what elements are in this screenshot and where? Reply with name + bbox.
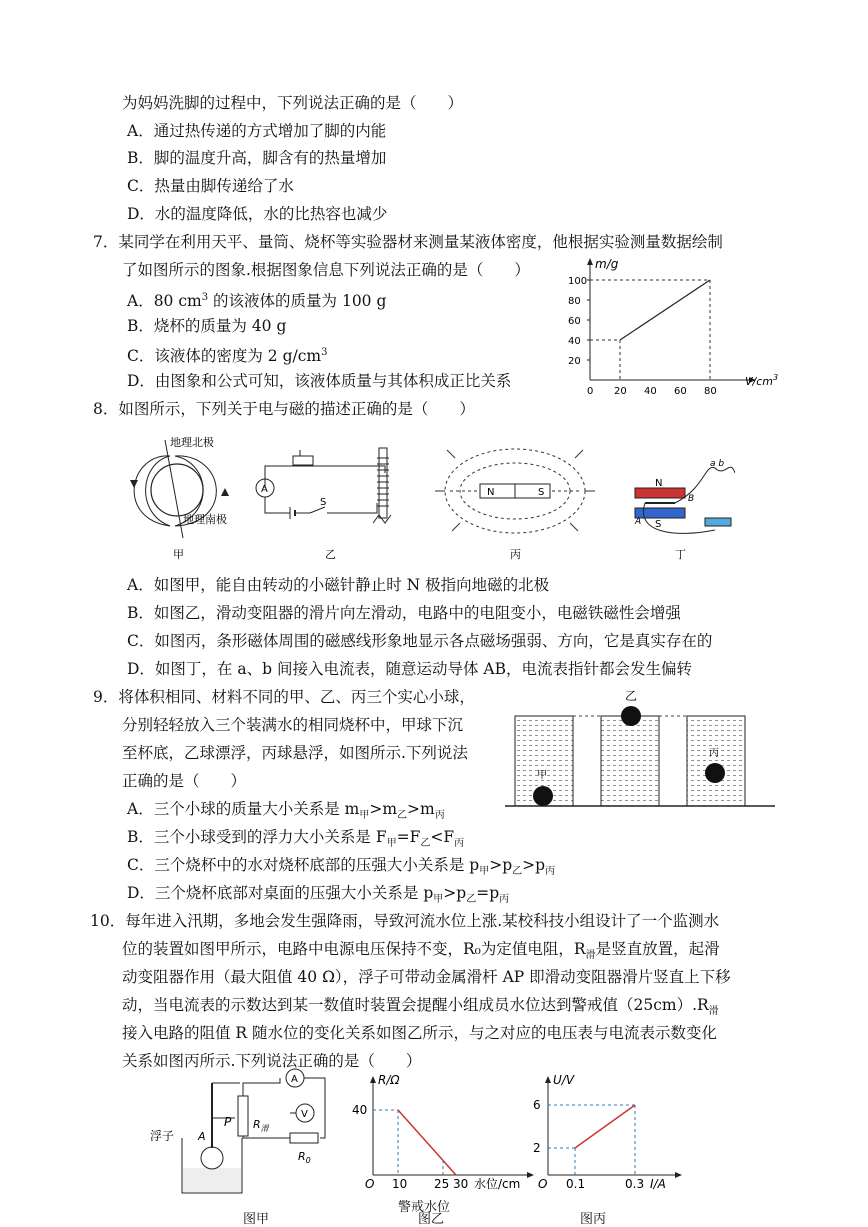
induction-figure — [634, 459, 735, 533]
svg-text:A: A — [291, 1074, 298, 1085]
svg-text:25: 25 — [434, 1177, 450, 1191]
q8-figures — [115, 428, 735, 563]
svg-text:6: 6 — [533, 1098, 541, 1112]
x-tick-label: 80 — [704, 386, 717, 395]
y-tick-label: 20 — [568, 356, 581, 367]
q7-option-d: D．由图象和公式可知，该液体质量与其体积成正比关系 — [127, 372, 512, 390]
u-vs-i-line — [575, 1105, 635, 1148]
q6-stem-tail: 为妈妈洗脚的过程中，下列说法正确的是（ ） — [122, 94, 464, 112]
svg-text:2: 2 — [533, 1141, 541, 1155]
beaker-bing — [687, 716, 745, 806]
ball-yi — [621, 706, 641, 726]
geographic-north-label: 地理北极 — [170, 436, 214, 449]
y-tick-label: 40 — [568, 336, 581, 347]
caption-yi: 乙 — [325, 548, 336, 561]
ball-jia — [533, 786, 553, 806]
q6-option-b: B．脚的温度升高，脚含有的热量增加 — [127, 149, 387, 167]
q9-line4: 正确的是（ ） — [122, 772, 247, 790]
q10-line4: 动，当电流表的示数达到某一数值时装置会提醒小组成员水位达到警戒值$(25cm).R_滑$ — [122, 996, 719, 1018]
svg-text:A: A — [635, 517, 642, 527]
svg-text:N: N — [655, 478, 663, 489]
caption-jia: 甲 — [173, 548, 184, 561]
svg-text:R/Ω: R/Ω — [378, 1073, 400, 1087]
q10-line2: 位的装置如图甲所示，电路中电源电压保持不变，R₀为定值电阻，$R_滑$是竖直放置，起滑 — [122, 940, 720, 962]
q9-option-b: B．三个小球受到的浮力大小关系是 $F_甲=F_乙<F_丙$ — [127, 828, 465, 850]
svg-text:O: O — [538, 1177, 548, 1191]
beaker-jia — [515, 716, 573, 806]
q7-option-c: C．该液体的密度为 2 $g/cm^3$ — [127, 347, 328, 366]
warning-level-note: 警戒水位 — [398, 1200, 451, 1215]
x-tick-label: 60 — [674, 386, 687, 395]
svg-text:乙: 乙 — [625, 689, 638, 703]
svg-text:10: 10 — [392, 1177, 408, 1191]
svg-text:40: 40 — [352, 1103, 368, 1117]
geographic-south-label: 地理南极 — [183, 513, 227, 526]
beaker-yi — [601, 689, 659, 806]
svg-text:0.3: 0.3 — [625, 1177, 645, 1191]
svg-text:0.1: 0.1 — [566, 1177, 586, 1191]
q7-xlabel: $V/cm^3$ — [745, 373, 779, 388]
q7-ylabel: m/g — [595, 257, 619, 271]
r-vs-level-line — [398, 1110, 456, 1175]
svg-text:P: P — [224, 1115, 232, 1129]
svg-text:R滑: $R_滑$ — [253, 1118, 269, 1133]
ball-bing — [705, 763, 725, 783]
svg-text:a b: a b — [710, 459, 725, 469]
x-tick-label: 20 — [614, 386, 627, 395]
svg-text:水位/cm: 水位/cm — [474, 1177, 521, 1191]
electromagnet-circuit-figure — [256, 448, 391, 523]
caption-fig-bing: 图丙 — [580, 1212, 607, 1227]
svg-text:U/V: U/V — [553, 1073, 575, 1087]
q8-stem: 8．如图所示，下列关于电与磁的描述正确的是（ ） — [93, 400, 475, 418]
bar-magnet-field-figure — [435, 449, 595, 533]
q9-line2: 分别轻轻放入三个装满水的相同烧杯中，甲球下沉 — [122, 716, 464, 734]
q10-line5: 接入电路的阻值 R 随水位的变化关系如图乙所示，与之对应的电压表与电流表示数变化 — [122, 1024, 718, 1042]
magnet-s-label: S — [538, 487, 545, 498]
x-tick-label: 40 — [644, 386, 657, 395]
q7-line1: 7．某同学在利用天平、量筒、烧杯等实验器材来测量某液体密度，他根据实验测量数据绘制 — [93, 233, 723, 251]
y-tick-label: 60 — [568, 316, 581, 327]
q8-option-b: B．如图乙，滑动变阻器的滑片向左滑动，电路中的电阻变小，电磁铁磁性会增强 — [127, 604, 681, 622]
svg-text:丙: 丙 — [709, 748, 719, 759]
q6-option-d: D．水的温度降低，水的比热容也减少 — [127, 205, 388, 223]
q7-line2: 了如图所示的图象.根据图象信息下列说法正确的是（ ） — [122, 261, 530, 279]
q10-fig-bing-graph — [528, 1070, 698, 1195]
caption-ding: 丁 — [675, 548, 686, 561]
q6-option-a: A．通过热传递的方式增加了脚的内能 — [127, 122, 387, 140]
q9-beakers-figure — [505, 688, 775, 818]
caption-fig-jia: 图甲 — [243, 1212, 270, 1227]
q9-line3: 至杯底，乙球漂浮，丙球悬浮，如图所示.下列说法 — [122, 744, 468, 762]
mass-volume-line — [620, 280, 710, 340]
q10-fig-yi-graph — [350, 1070, 540, 1195]
svg-text:R0: $R_0$ — [298, 1150, 311, 1165]
q9-line1: 9．将体积相同、材料不同的甲、乙、丙三个实心小球， — [93, 688, 475, 706]
q9-option-d: D．三个烧杯底部对桌面的压强大小关系是 $p_甲>p_乙=p_丙$ — [127, 884, 510, 906]
q6-option-c: C．热量由脚传递给了水 — [127, 177, 294, 195]
svg-text:B: B — [688, 494, 695, 504]
caption-fig-yi: 图乙 — [418, 1212, 445, 1227]
q10-line6: 关系如图丙所示.下列说法正确的是（ ） — [122, 1052, 422, 1070]
svg-text:A: A — [198, 1130, 206, 1143]
svg-text:甲: 甲 — [537, 770, 547, 781]
svg-text:30: 30 — [453, 1177, 469, 1191]
svg-text:A: A — [261, 484, 268, 495]
q8-option-d: D．如图丁，在 a、b 间接入电流表，随意运动导体 AB，电流表指针都会发生偏转 — [127, 660, 692, 678]
svg-text:S: S — [320, 497, 327, 508]
q9-option-a: A．三个小球的质量大小关系是 $m_甲>m_乙>m_丙$ — [127, 800, 445, 822]
svg-text:S: S — [655, 519, 662, 530]
q7-mass-volume-graph — [565, 255, 785, 395]
svg-text:V: V — [301, 1109, 308, 1120]
q7-option-a: A．80 $cm^3$ 的该液体的质量为 100 g — [127, 292, 387, 311]
earth-magnetic-field-figure — [130, 435, 229, 538]
svg-text:O: O — [365, 1177, 375, 1191]
y-tick-label: 100 — [568, 276, 588, 287]
q9-option-c: C．三个烧杯中的水对烧杯底部的压强大小关系是 $p_甲>p_乙>p_丙$ — [127, 856, 556, 878]
y-tick-label: 80 — [568, 296, 581, 307]
q7-option-b: B．烧杯的质量为 40 g — [127, 317, 287, 335]
q10-line3: 动变阻器作用（最大阻值 40 Ω），浮子可带动金属滑杆 AP 即滑动变阻器滑片竖直上下移 — [122, 968, 731, 986]
magnet-n-label: N — [487, 487, 495, 498]
caption-bing: 丙 — [510, 548, 521, 561]
q10-line1: 10．每年进入汛期，多地会发生强降雨，导致河流水位上涨.某校科技小组设计了一个监测水 — [90, 912, 720, 930]
svg-text:浮子: 浮子 — [150, 1129, 175, 1143]
x-tick-label: 0 — [587, 386, 594, 395]
q10-fig-jia-circuit — [150, 1068, 350, 1218]
q8-option-c: C．如图丙，条形磁体周围的磁感线形象地显示各点磁场强弱、方向，它是真实存在的 — [127, 632, 713, 650]
y-axis-arrow — [587, 258, 593, 265]
svg-text:I/A: I/A — [650, 1177, 666, 1191]
q8-option-a: A．如图甲，能自由转动的小磁针静止时 N 极指向地磁的北极 — [127, 576, 550, 594]
